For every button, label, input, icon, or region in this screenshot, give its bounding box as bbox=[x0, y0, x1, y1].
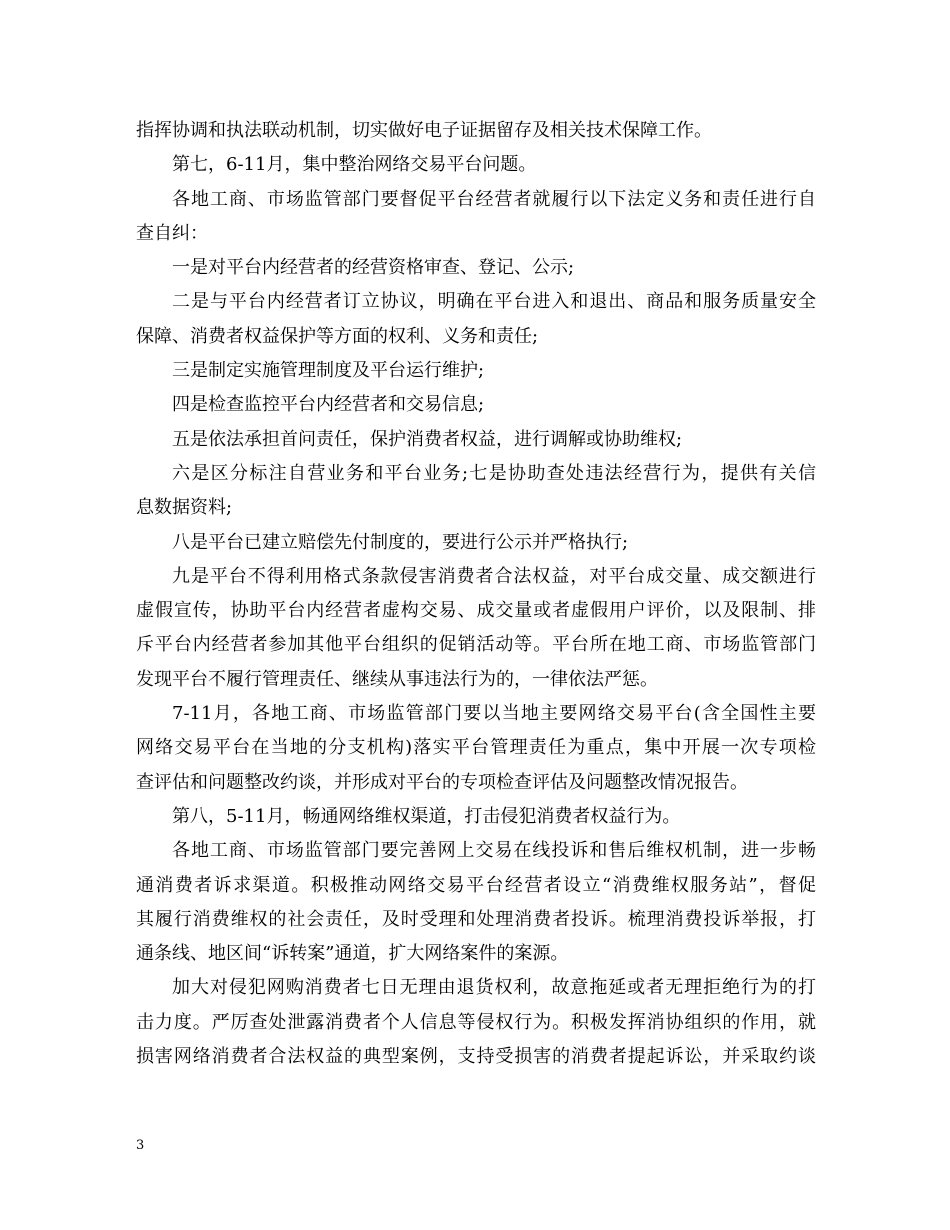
text-line: 保障、消费者权益保护等方面的权利、义务和责任; bbox=[136, 325, 539, 347]
text-line: 四是检查监控平台内经营者和交易信息; bbox=[172, 394, 485, 416]
text-line: 查评估和问题整改约谈，并形成对平台的专项检查评估及问题整改情况报告。 bbox=[136, 771, 748, 793]
text-line: 第七，6-11月，集中整治网络交易平台问题。 bbox=[172, 154, 537, 176]
text-line: 一是对平台内经营者的经营资格审查、登记、公示; bbox=[172, 257, 575, 279]
text-line: 其履行消费维权的社会责任，及时受理和处理消费者投诉。梳理消费投诉举报，打 bbox=[136, 908, 816, 930]
text-line: 加大对侵犯网购消费者七日无理由退货权利，故意拖延或者无理拒绝行为的打 bbox=[172, 977, 816, 999]
page-number: 3 bbox=[136, 1138, 145, 1153]
text-line: 指挥协调和执法联动机制，切实做好电子证据留存及相关技术保障工作。 bbox=[136, 120, 712, 141]
text-line: 网络交易平台在当地的分支机构)落实平台管理责任为重点，集中开展一次专项检 bbox=[136, 737, 816, 759]
text-line: 六是区分标注自营业务和平台业务;七是协助查处违法经营行为，提供有关信 bbox=[172, 462, 816, 484]
body-text bbox=[136, 114, 816, 1074]
text-line: 通消费者诉求渠道。积极推动网络交易平台经营者设立“消费维权服务站”，督促 bbox=[136, 874, 816, 896]
text-line: 三是制定实施管理制度及平台运行维护; bbox=[172, 360, 485, 382]
text-line: 九是平台不得利用格式条款侵害消费者合法权益，对平台成交量、成交额进行 bbox=[172, 565, 816, 587]
text-line: 斥平台内经营者参加其他平台组织的促销活动等。平台所在地工商、市场监管部门 bbox=[136, 634, 816, 656]
text-line: 发现平台不履行管理责任、继续从事违法行为的，一律依法严惩。 bbox=[136, 668, 658, 690]
text-line: 各地工商、市场监管部门要督促平台经营者就履行以下法定义务和责任进行自 bbox=[172, 188, 816, 210]
text-line: 通条线、地区间“诉转案”通道，扩大网络案件的案源。 bbox=[136, 943, 569, 965]
text-line: 二是与平台内经营者订立协议，明确在平台进入和退出、商品和服务质量安全 bbox=[172, 291, 816, 313]
text-line: 八是平台已建立赔偿先付制度的，要进行公示并严格执行; bbox=[172, 531, 629, 553]
text-line: 五是依法承担首问责任，保护消费者权益，进行调解或协助维权; bbox=[172, 428, 683, 450]
text-line: 击力度。严厉查处泄露消费者个人信息等侵权行为。积极发挥消协组织的作用，就 bbox=[136, 1011, 816, 1033]
text-line: 7-11月，各地工商、市场监管部门要以当地主要网络交易平台(含全国性主要 bbox=[172, 703, 816, 725]
text-line: 查自纠： bbox=[136, 222, 208, 244]
text-line: 第八，5-11月，畅通网络维权渠道，打击侵犯消费者权益行为。 bbox=[172, 805, 681, 827]
text-line: 虚假宣传，协助平台内经营者虚构交易、成交量或者虚假用户评价，以及限制、排 bbox=[136, 600, 816, 622]
text-line: 息数据资料; bbox=[136, 497, 233, 519]
text-line: 各地工商、市场监管部门要完善网上交易在线投诉和售后维权机制，进一步畅 bbox=[172, 840, 816, 862]
text-line: 损害网络消费者合法权益的典型案例，支持受损害的消费者提起诉讼，并采取约谈 bbox=[136, 1046, 816, 1068]
